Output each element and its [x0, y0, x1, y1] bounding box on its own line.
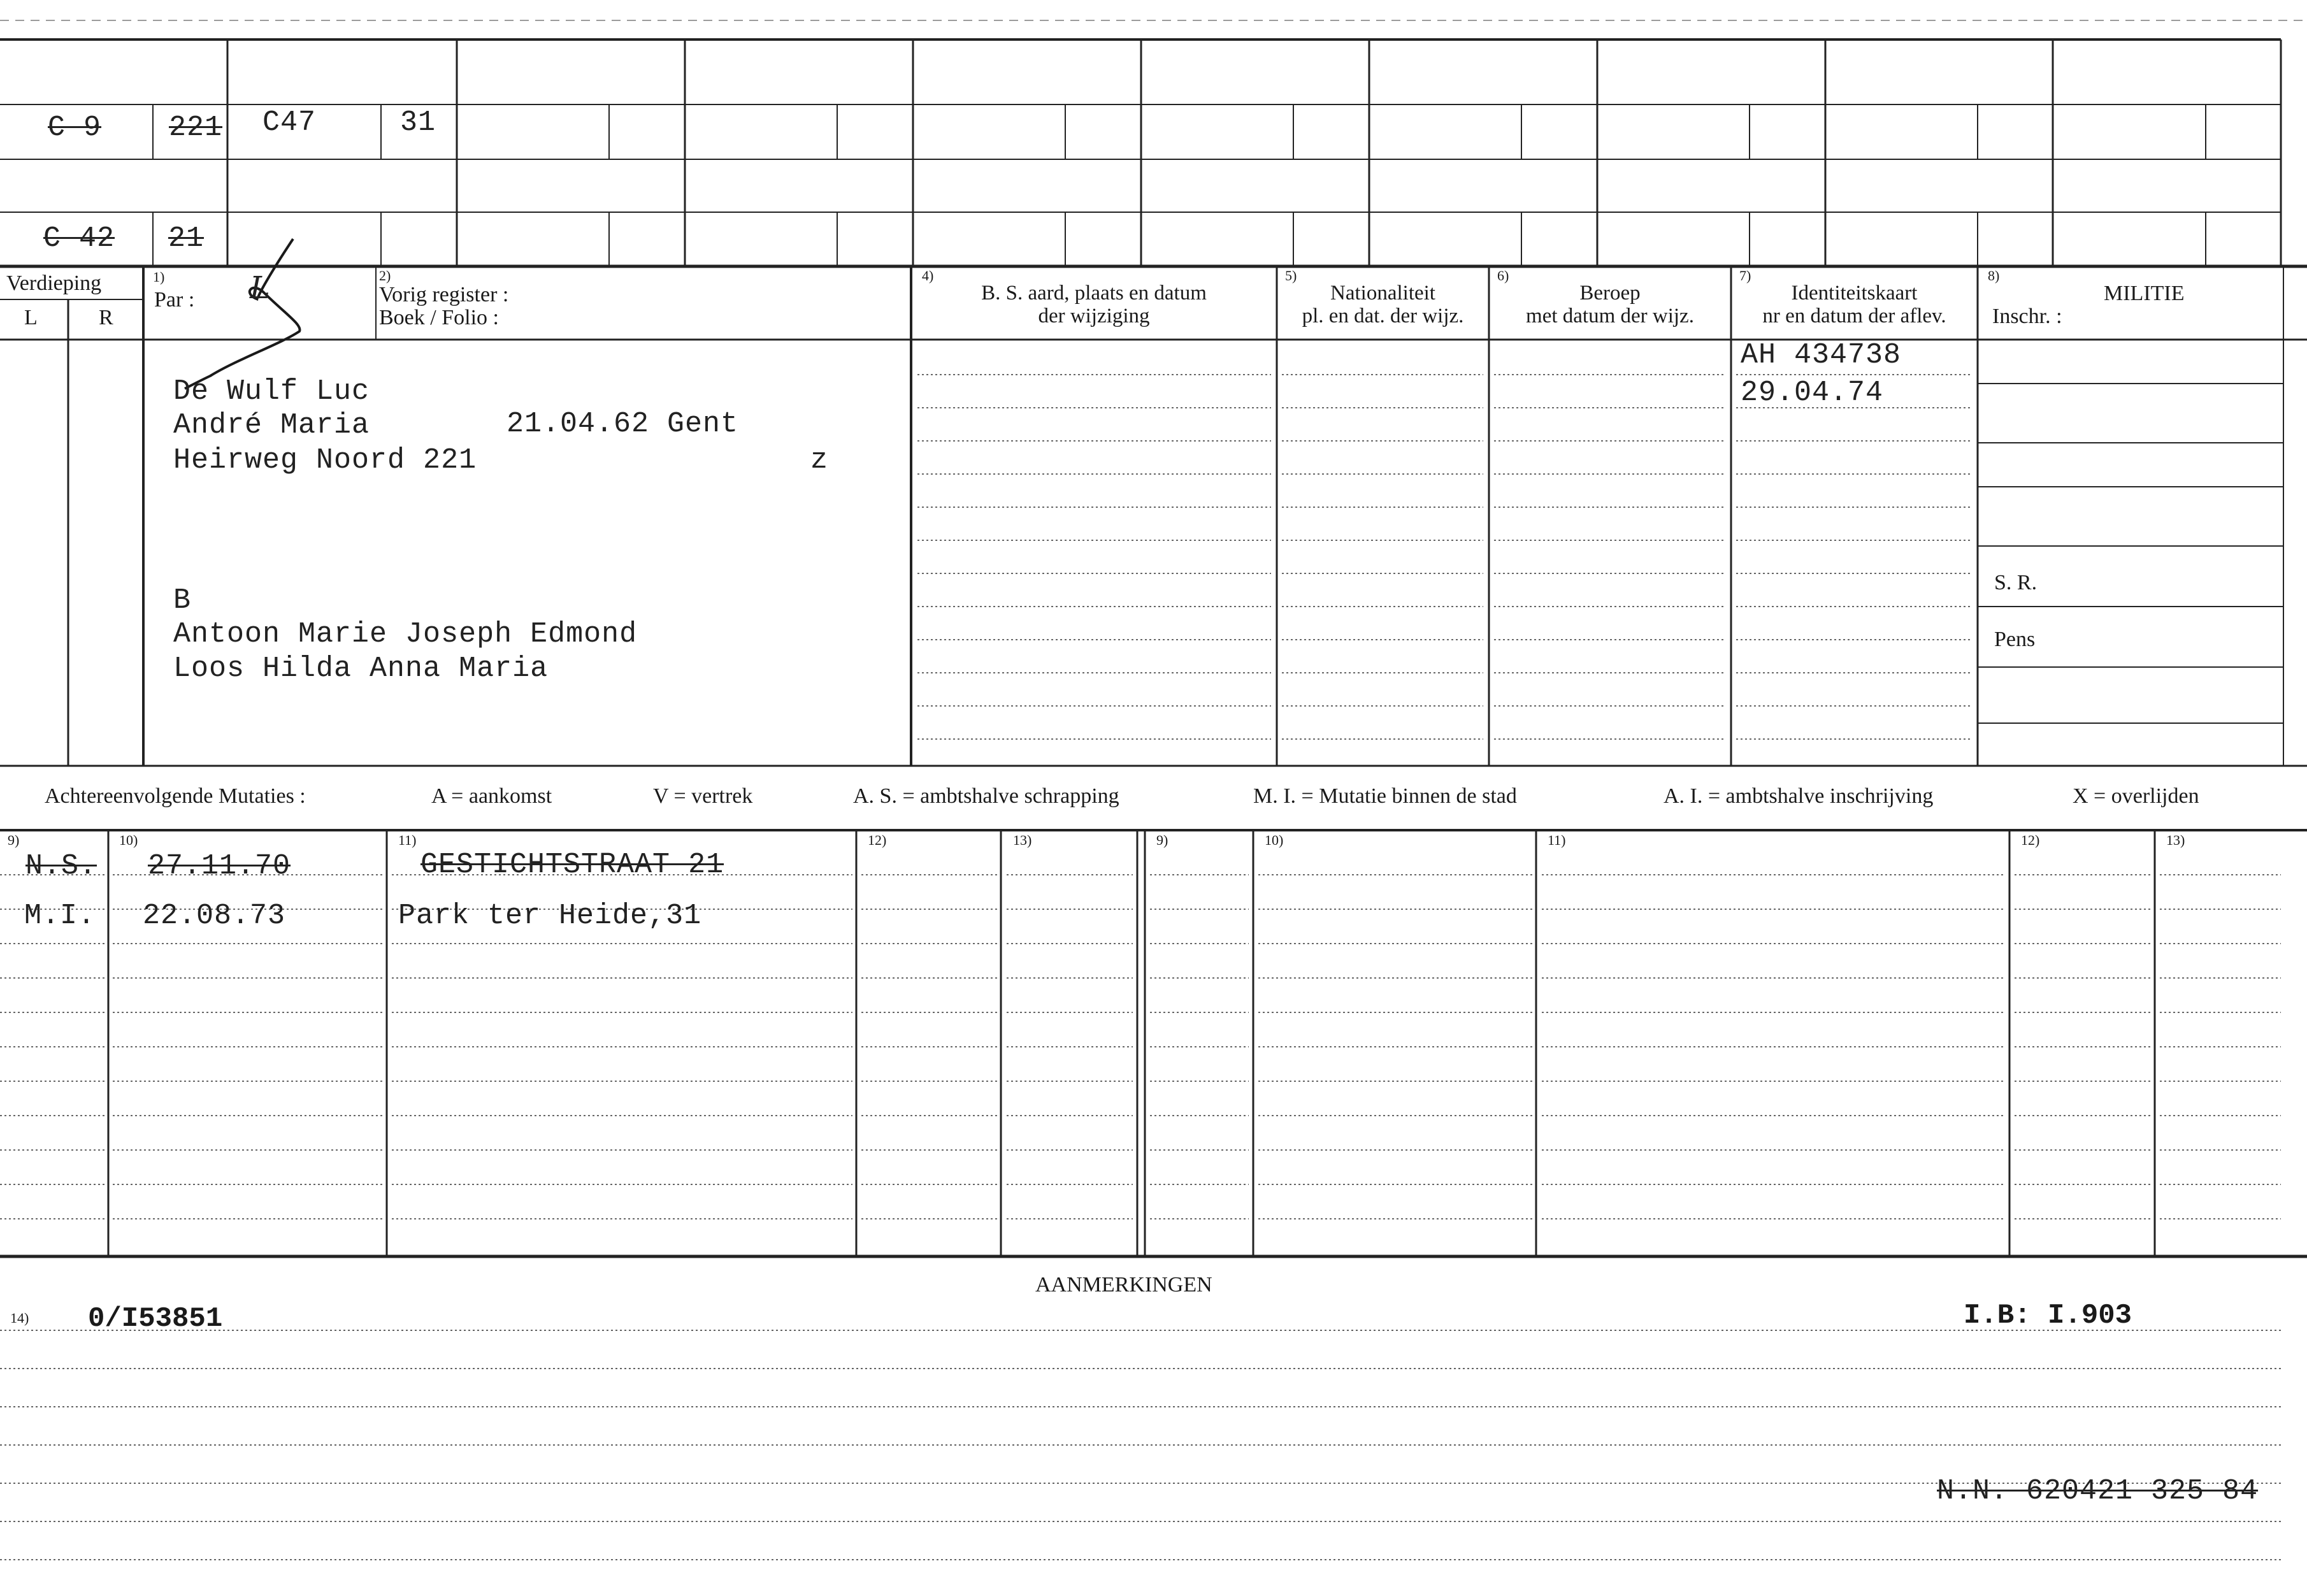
col7-header-line1: Identiteitskaart — [1791, 282, 1918, 305]
mut-col9-left: 9) — [8, 832, 20, 848]
col5-header-line1: Nationaliteit — [1330, 282, 1435, 305]
top-code: C47 — [262, 106, 317, 139]
col4-number: 4) — [922, 268, 934, 284]
legend-as: A. S. = ambtshalve schrapping — [853, 784, 1119, 808]
parent-code: B — [173, 584, 192, 617]
vorig-register-label: Vorig register : — [379, 283, 509, 306]
col4-header-line1: B. S. aard, plaats en datum — [981, 282, 1207, 305]
sr-label: S. R. — [1994, 571, 2037, 594]
father-name: Antoon Marie Joseph Edmond — [173, 618, 638, 651]
mut-col12-right: 12) — [2021, 832, 2040, 848]
col6-header-line1: Beroep — [1579, 282, 1641, 305]
top-code-struck-a: C 9 — [48, 111, 102, 144]
col5-number: 5) — [1285, 268, 1297, 284]
mutation-2-address: Park ter Heide,31 — [398, 900, 702, 932]
id-card-date: 29.04.74 — [1741, 377, 1884, 409]
mut-col10-right: 10) — [1265, 832, 1284, 848]
remarks-title: AANMERKINGEN — [1035, 1273, 1212, 1297]
remarks-ib: I.B: I.903 — [1964, 1300, 2132, 1332]
mut-col13-left: 13) — [1013, 832, 1032, 848]
mut-col11-right: 11) — [1548, 832, 1566, 848]
legend-v: V = vertrek — [653, 784, 753, 808]
par-handwritten-mark: L — [250, 270, 270, 306]
col5-header — [1277, 282, 1489, 327]
id-card-number: AH 434738 — [1741, 339, 1902, 371]
col1-number: 1) — [153, 269, 165, 285]
mut-col9-right: 9) — [1156, 832, 1168, 848]
floor-r-label: R — [99, 306, 113, 329]
remarks-code: 0/I53851 — [88, 1303, 223, 1335]
col6-header-line2: met datum der wijz. — [1526, 304, 1694, 327]
legend-a: A = aankomst — [431, 784, 552, 808]
col2-number: 2) — [379, 268, 391, 284]
mut-col11-left: 11) — [398, 832, 417, 848]
remarks-number: 14) — [10, 1310, 29, 1326]
col7-header-line2: nr en datum der aflev. — [1762, 304, 1946, 327]
mutation-2-date: 22.08.73 — [143, 900, 286, 932]
legend-x: X = overlijden — [2073, 784, 2199, 808]
mut-col12-left: 12) — [868, 832, 887, 848]
top-code-struck-c: C 42 — [43, 222, 115, 255]
col4-header — [911, 282, 1277, 327]
col5-header-line2: pl. en dat. der wijz. — [1302, 304, 1464, 327]
col7-header — [1731, 282, 1978, 327]
militie-title: MILITIE — [2104, 282, 2185, 305]
top-code-struck-b: 221 — [169, 111, 223, 144]
remarks-nn: N.N. 620421 325 84 — [1937, 1475, 2259, 1507]
pens-label: Pens — [1994, 628, 2036, 651]
legend-mi: M. I. = Mutatie binnen de stad — [1253, 784, 1517, 808]
col4-header-line2: der wijziging — [1038, 304, 1150, 327]
mut-col13-right: 13) — [2166, 832, 2185, 848]
person-address: Heirweg Noord 221 — [173, 444, 477, 477]
verdieping-label: Verdieping — [6, 271, 102, 295]
col7-number: 7) — [1739, 268, 1751, 284]
mutation-1-type: N.S. — [25, 850, 97, 882]
legend-ai: A. I. = ambtshalve inschrijving — [1664, 784, 1934, 808]
col6-number: 6) — [1497, 268, 1509, 284]
boek-folio-label: Boek / Folio : — [379, 306, 499, 329]
inschr-label: Inschr. : — [1992, 305, 2062, 328]
par-label: Par : — [154, 288, 195, 312]
mutation-1-address: GESTICHTSTRAAT 21 — [420, 849, 724, 881]
mother-name: Loos Hilda Anna Maria — [173, 652, 549, 685]
person-name-line2: André Maria — [173, 409, 370, 442]
mut-col10-left: 10) — [119, 832, 138, 848]
mutation-1-date: 27.11.70 — [148, 850, 291, 882]
legend-title: Achtereenvolgende Mutaties : — [45, 784, 306, 808]
top-number: 31 — [400, 106, 436, 139]
person-mark: z — [810, 444, 829, 477]
col8-number: 8) — [1988, 268, 2000, 284]
mutation-2-type: M.I. — [24, 900, 96, 932]
col6-header — [1489, 282, 1731, 327]
top-code-struck-d: 21 — [168, 222, 205, 255]
floor-l-label: L — [24, 306, 38, 329]
person-name-line1: De Wulf Luc — [173, 375, 370, 408]
person-birth: 21.04.62 Gent — [507, 408, 739, 440]
